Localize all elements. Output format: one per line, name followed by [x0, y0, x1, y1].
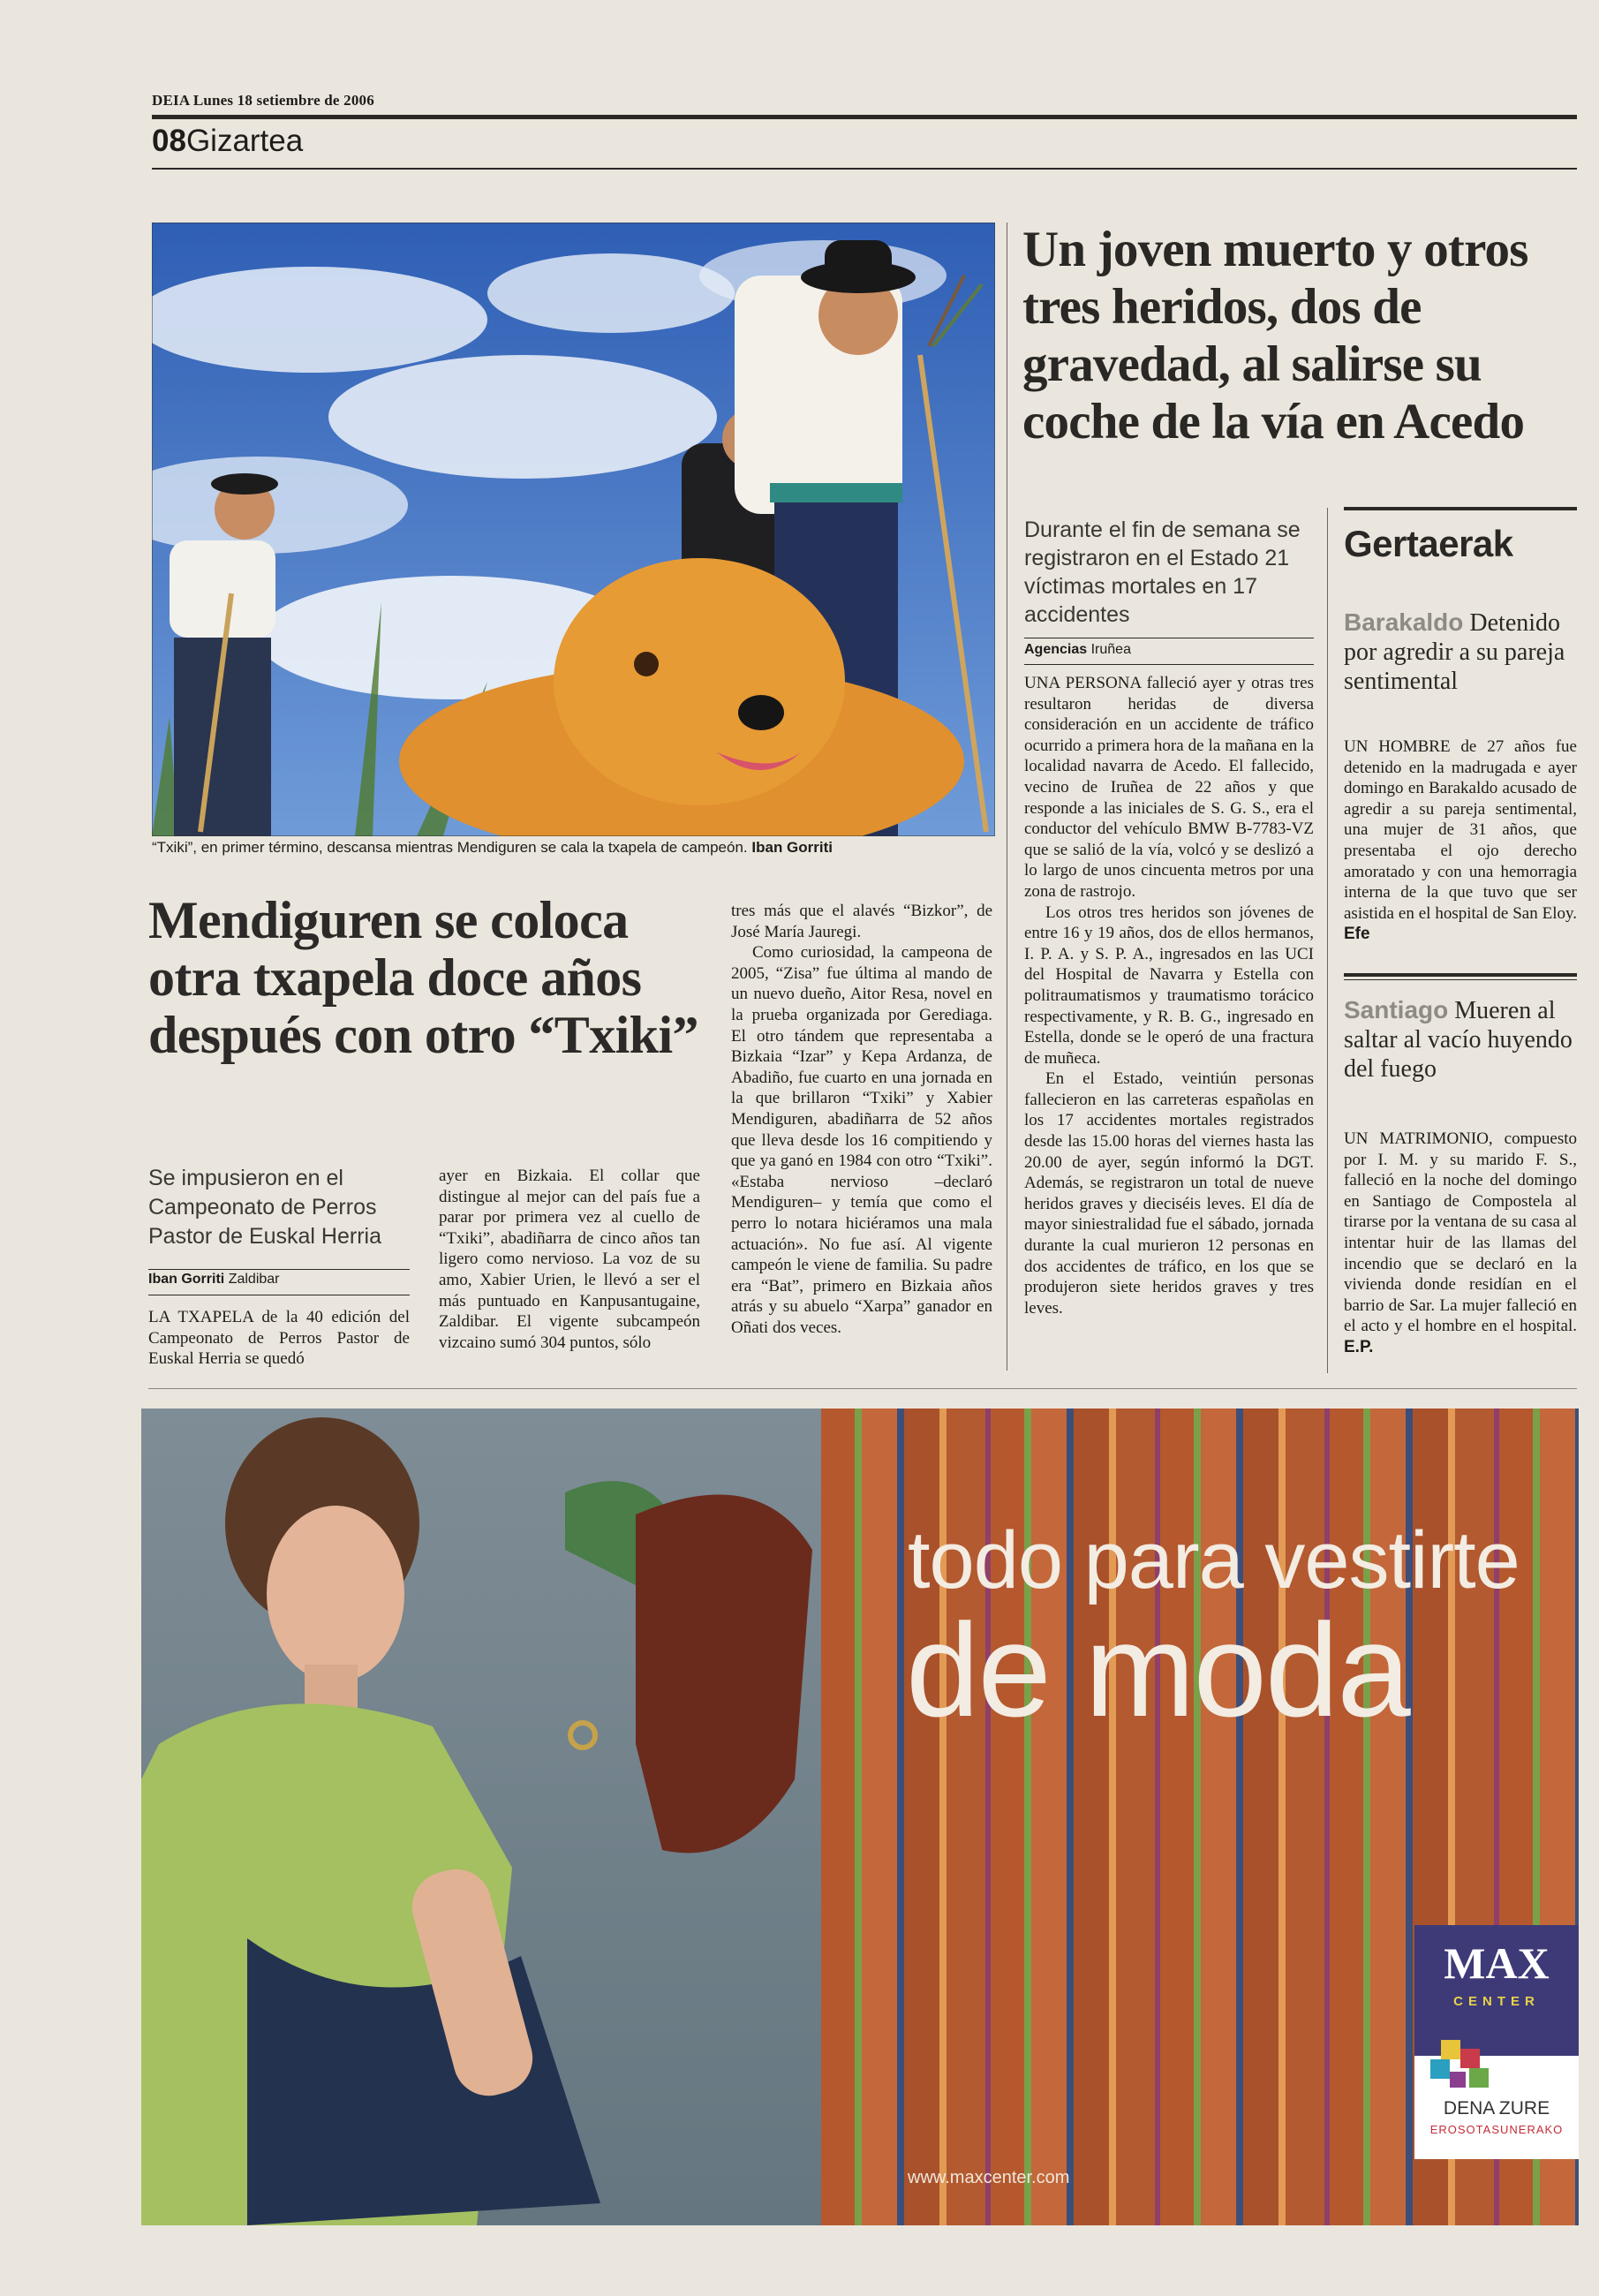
ad-line1: todo para vestirte [908, 1515, 1520, 1605]
logo-brand-name: MAX [1444, 1938, 1550, 1988]
brief1-text: UN HOMBRE de 27 años fue detenido en la madrugada e ayer domingo en Barakaldo acusado de agredir a su pareja sentimental, una mujer de 31 años, que presentaba el ojo derecho amoratado y con una hemorragia interna de la que tuvo que ser asistida en el hospital de San Eloy. [1344, 737, 1577, 923]
main-col-3 [731, 901, 992, 1338]
accident-place: Iruñea [1090, 642, 1131, 657]
model-figure [141, 1409, 821, 2225]
brief-separator-thin [1344, 979, 1577, 980]
photo-caption [152, 839, 995, 857]
section-number: 08 [152, 124, 186, 158]
main-col-1 [148, 1307, 410, 1370]
caption-text: “Txiki”, en primer término, descansa mientras Mendiguren se cala la txapela de campeón. [152, 839, 748, 856]
sidebar-vertical-rule [1327, 508, 1328, 1373]
accident-p3: En el Estado, veintiún personas fallecieron en las carreteras españolas en los 17 accidentes mortales registrados desde las 15.00 horas del viernes hasta las 20.00 de ayer, según informó la DGT. Además, se registraron un total de nueve heridos graves y dieciséis leves. El día de mayor siniestralidad fue el sábado, jornada durante la cual murieron 12 personas en dos accidentes de tráfico, en los que se produjeron siete heridos graves y tres leves. [1024, 1069, 1314, 1318]
brief2-place: Santiago [1344, 996, 1449, 1023]
brief2-body [1344, 1129, 1577, 1358]
main-photo [152, 223, 995, 836]
photo-credit: Iban Gorriti [751, 839, 833, 856]
logo-tagline-2: EROSOTASUNERAKO [1429, 2123, 1564, 2136]
header-rule-top [152, 115, 1577, 119]
brief1-place: Barakaldo [1344, 608, 1464, 636]
ad-url: www.maxcenter.com [908, 2168, 1070, 2187]
advertisement [141, 1409, 1579, 2225]
brief1-credit: Efe [1344, 925, 1370, 944]
main-col-2 [439, 1166, 700, 1353]
main-byline [148, 1272, 280, 1288]
accident-byline-rule-bottom [1024, 664, 1314, 665]
logo-brand-sub: CENTER [1453, 1994, 1540, 2009]
accident-p1: UNA PERSONA falleció ayer y otras tres resultaron heridas de diversa consideración en un accidente de tráfico ocurrido a primera hora de la mañana en la localidad navarra de Acedo. El fallecido, vecino de Iruñea de 22 años y que responde a las iniciales de S. G. S., era el conductor del vehículo BMW B-7783-VZ que se salió de la vía, volcó y se deslizó a lo largo de unos cincuenta metros por una zona de rastrojo. [1024, 674, 1314, 901]
brief1-title [1344, 608, 1577, 696]
main-col1-text: LA TXAPELA de la 40 edición del Campeonato de Perros Pastor de Euskal Herria se quedó [148, 1308, 410, 1369]
byline-author: Iban Gorriti [148, 1272, 225, 1287]
logo-mosaic-icon [1414, 2040, 1579, 2093]
section-name: Gizartea [185, 124, 304, 158]
accident-headline: Un joven muerto y otros tres heridos, dos de gravedad, al salirse su coche de la vía en Acedo [1022, 222, 1528, 449]
brief2-headline: Mueren al saltar al vacío huyendo del fuego [1344, 997, 1573, 1083]
maxcenter-logo [1414, 1925, 1579, 2159]
ad-photo [141, 1409, 821, 2225]
main-col3-p2: Como curiosidad, la campeona de 2005, “Zisa” fue última al mando de un nuevo dueño, Aitor Resa, novel en la prueba organizada por Gerediaga. El otro tándem que representaba a Bizkaia “Izar” y Kepa Ardanza, de Abadiño, fue cuarto en una jornada en la que brillaron “Txiki” y Xabier Mendiguren, abadiñarra de 52 años que lleva desde los 16 compitiendo y que ya ganó en 1984 con otro “Txiki”. «Estaba nervioso –declaró Mendiguren– y temía que como el perro lo notara hiciéramos una mala actuación». No fue así. Al vigente campeón le viene de familia. Su padre era “Bat”, primero en Bizkaia años atrás y su abuelo “Xarpa” ganador en Oñati dos veces. [731, 943, 992, 1337]
accident-body [1024, 673, 1314, 1318]
accident-deck: Durante el fin de semana se registraron en el Estado 21 víctimas mortales en 17 accidentes [1024, 517, 1301, 627]
header-rule-bottom [152, 168, 1577, 170]
main-headline: Mendiguren se coloca otra txapela doce años después con otro “Txiki” [148, 891, 698, 1064]
sidebar-title: Gertaerak [1344, 523, 1513, 564]
ad-top-rule [148, 1388, 1577, 1389]
deck-rule [148, 1269, 410, 1270]
accident-byline [1024, 642, 1131, 658]
logo-top-panel [1414, 1925, 1579, 2056]
main-deck: Se impusieron en el Campeonato de Perros Pastor de Euskal Herria [148, 1166, 382, 1249]
accident-p2: Los otros tres heridos son jóvenes de entre 16 y 19 años, dos de ellos hermanos, I. P. A. y S. P. A., ingresados en las UCI del Hospital de Navarra y Estella con politraumatismos y traumatismo torácico respectivamente, y R. B. G., ingresado en Estella, donde se le operó de una fractura de muñeca. [1024, 903, 1314, 1068]
sidebar-top-rule [1344, 507, 1577, 510]
ad-line2: de moda [906, 1596, 1409, 1744]
section-header [152, 124, 303, 159]
shepherd-dog-photo [152, 223, 995, 836]
dateline: DEIA Lunes 18 setiembre de 2006 [152, 92, 374, 109]
main-col2-text: ayer en Bizkaia. El collar que distingue al mejor can del país fue a parar por primera vez al cuello de “Txiki”, abadiñarra de cinco años tan ligero como nervioso. La voz de su amo, Xabier Urien, le llevó a ser el más puntuado en Kanpusantugaine, Zaldibar. El vigente subcampeón vizcaino sumó 304 puntos, sólo [439, 1167, 700, 1352]
accident-agency: Agencias [1024, 642, 1088, 657]
brief2-text: UN MATRIMONIO, compuesto por I. M. y su marido F. S., falleció en la noche del domingo en Santiago de Compostela al tirarse por la ventana de su casa al intentar huir de las llamas del incendio que se declaró en la vivienda donde residían en el barrio de Sar. La mujer falleció en el acto y el hombre en el hospital. [1344, 1129, 1577, 1336]
brief1-body [1344, 736, 1577, 945]
brief2-credit: E.P. [1344, 1337, 1374, 1356]
main-col3-p1: tres más que el alavés “Bizkor”, de José María Jauregi. [731, 902, 992, 941]
brief1-headline: Detenido por agredir a su pareja sentimental [1344, 609, 1565, 695]
brief2-title [1344, 995, 1577, 1084]
byline-place: Zaldibar [228, 1272, 280, 1287]
logo-tagline-1: DENA ZURE [1443, 2098, 1550, 2119]
brief-separator [1344, 973, 1577, 977]
